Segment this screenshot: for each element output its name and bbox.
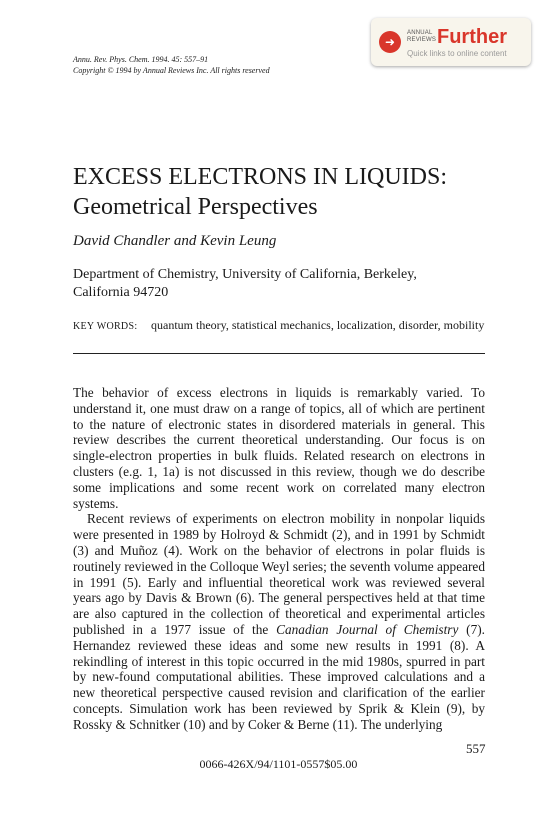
keywords-text: quantum theory, statistical mechanics, localization, disorder, mobility	[151, 318, 485, 332]
footer-code: 0066-426X/94/1101-0557$05.00	[199, 757, 358, 771]
paragraph-2-part-2: (7). Hernandez reviewed these ideas and some new results in 1991 (8). A rekindling of interest in this topic occurred in the mid 1980s, spurred in part by new-found computational abilities. These improved calculations and a new theoretical perspective caused revision and clarification of the earlier concepts. Simulation work has been reviewed by Sprik & Klein (9), by Rossky & Schnitker (10) and by Coker & Berne (11). The underlying	[73, 621, 486, 732]
paragraph-2-part-1: Recent reviews of experiments on electron mobility in nonpolar liquids were presented in 1989 by Holroyd & Schmidt (2), and in 1991 by Schmidt (3) and Muñoz (4). Work on the behavior of electrons in polar fluids is routinely reviewed in the Colloque Weyl series; the seventh volume appeared in 1991 (5). Early and influential theoretical work was reviewed several years ago by Davis & Brown (6). The general perspectives held at that time are also captured in the collection of theoretical and experimental articles published in a 1977 issue of the	[73, 511, 485, 637]
divider	[73, 353, 485, 354]
copyright-line: Copyright © 1994 by Annual Reviews Inc. All rights reserved	[73, 66, 270, 75]
journal-header	[73, 54, 270, 76]
keywords-block	[73, 318, 485, 334]
journal-citation: Annu. Rev. Phys. Chem. 1994. 45: 557–91	[73, 55, 209, 64]
body-text	[73, 385, 485, 733]
further-word: Further	[437, 25, 507, 48]
further-badge[interactable]	[371, 18, 531, 66]
journal-reference: Canadian Journal of Chemistry	[276, 621, 459, 637]
keywords-label: KEY WORDS:	[73, 321, 138, 332]
authors: David Chandler and Kevin Leung	[73, 233, 277, 249]
arrow-right-icon: ➜	[379, 31, 401, 53]
title-line-2: Geometrical Perspectives	[73, 194, 318, 220]
affiliation-line-2: California 94720	[73, 285, 169, 300]
annual-reviews-label: ANNUAL REVIEWS	[407, 30, 437, 43]
title-line-1: EXCESS ELECTRONS IN LIQUIDS:	[73, 164, 448, 190]
paragraph-2	[73, 511, 485, 732]
paragraph-1: The behavior of excess electrons in liquids is remarkably varied. To understand it, one must draw on a range of topics, all of which are pertinent to the nature of electronic states in disordered materials in general. This review describes the current theoretical understanding. Our focus is on single-electron properties in bulk fluids. Related research on electrons in clusters (e.g. 1, 1a) is not discussed in this review, though we do describe some implications and some recent work on correlated many electron systems.	[73, 385, 485, 511]
article-title	[73, 162, 447, 222]
affiliation-line-1: Department of Chemistry, University of California, Berkeley,	[73, 267, 417, 282]
affiliation	[73, 266, 473, 302]
further-subtitle: Quick links to online content	[407, 48, 507, 58]
page-number: 557	[466, 741, 486, 756]
